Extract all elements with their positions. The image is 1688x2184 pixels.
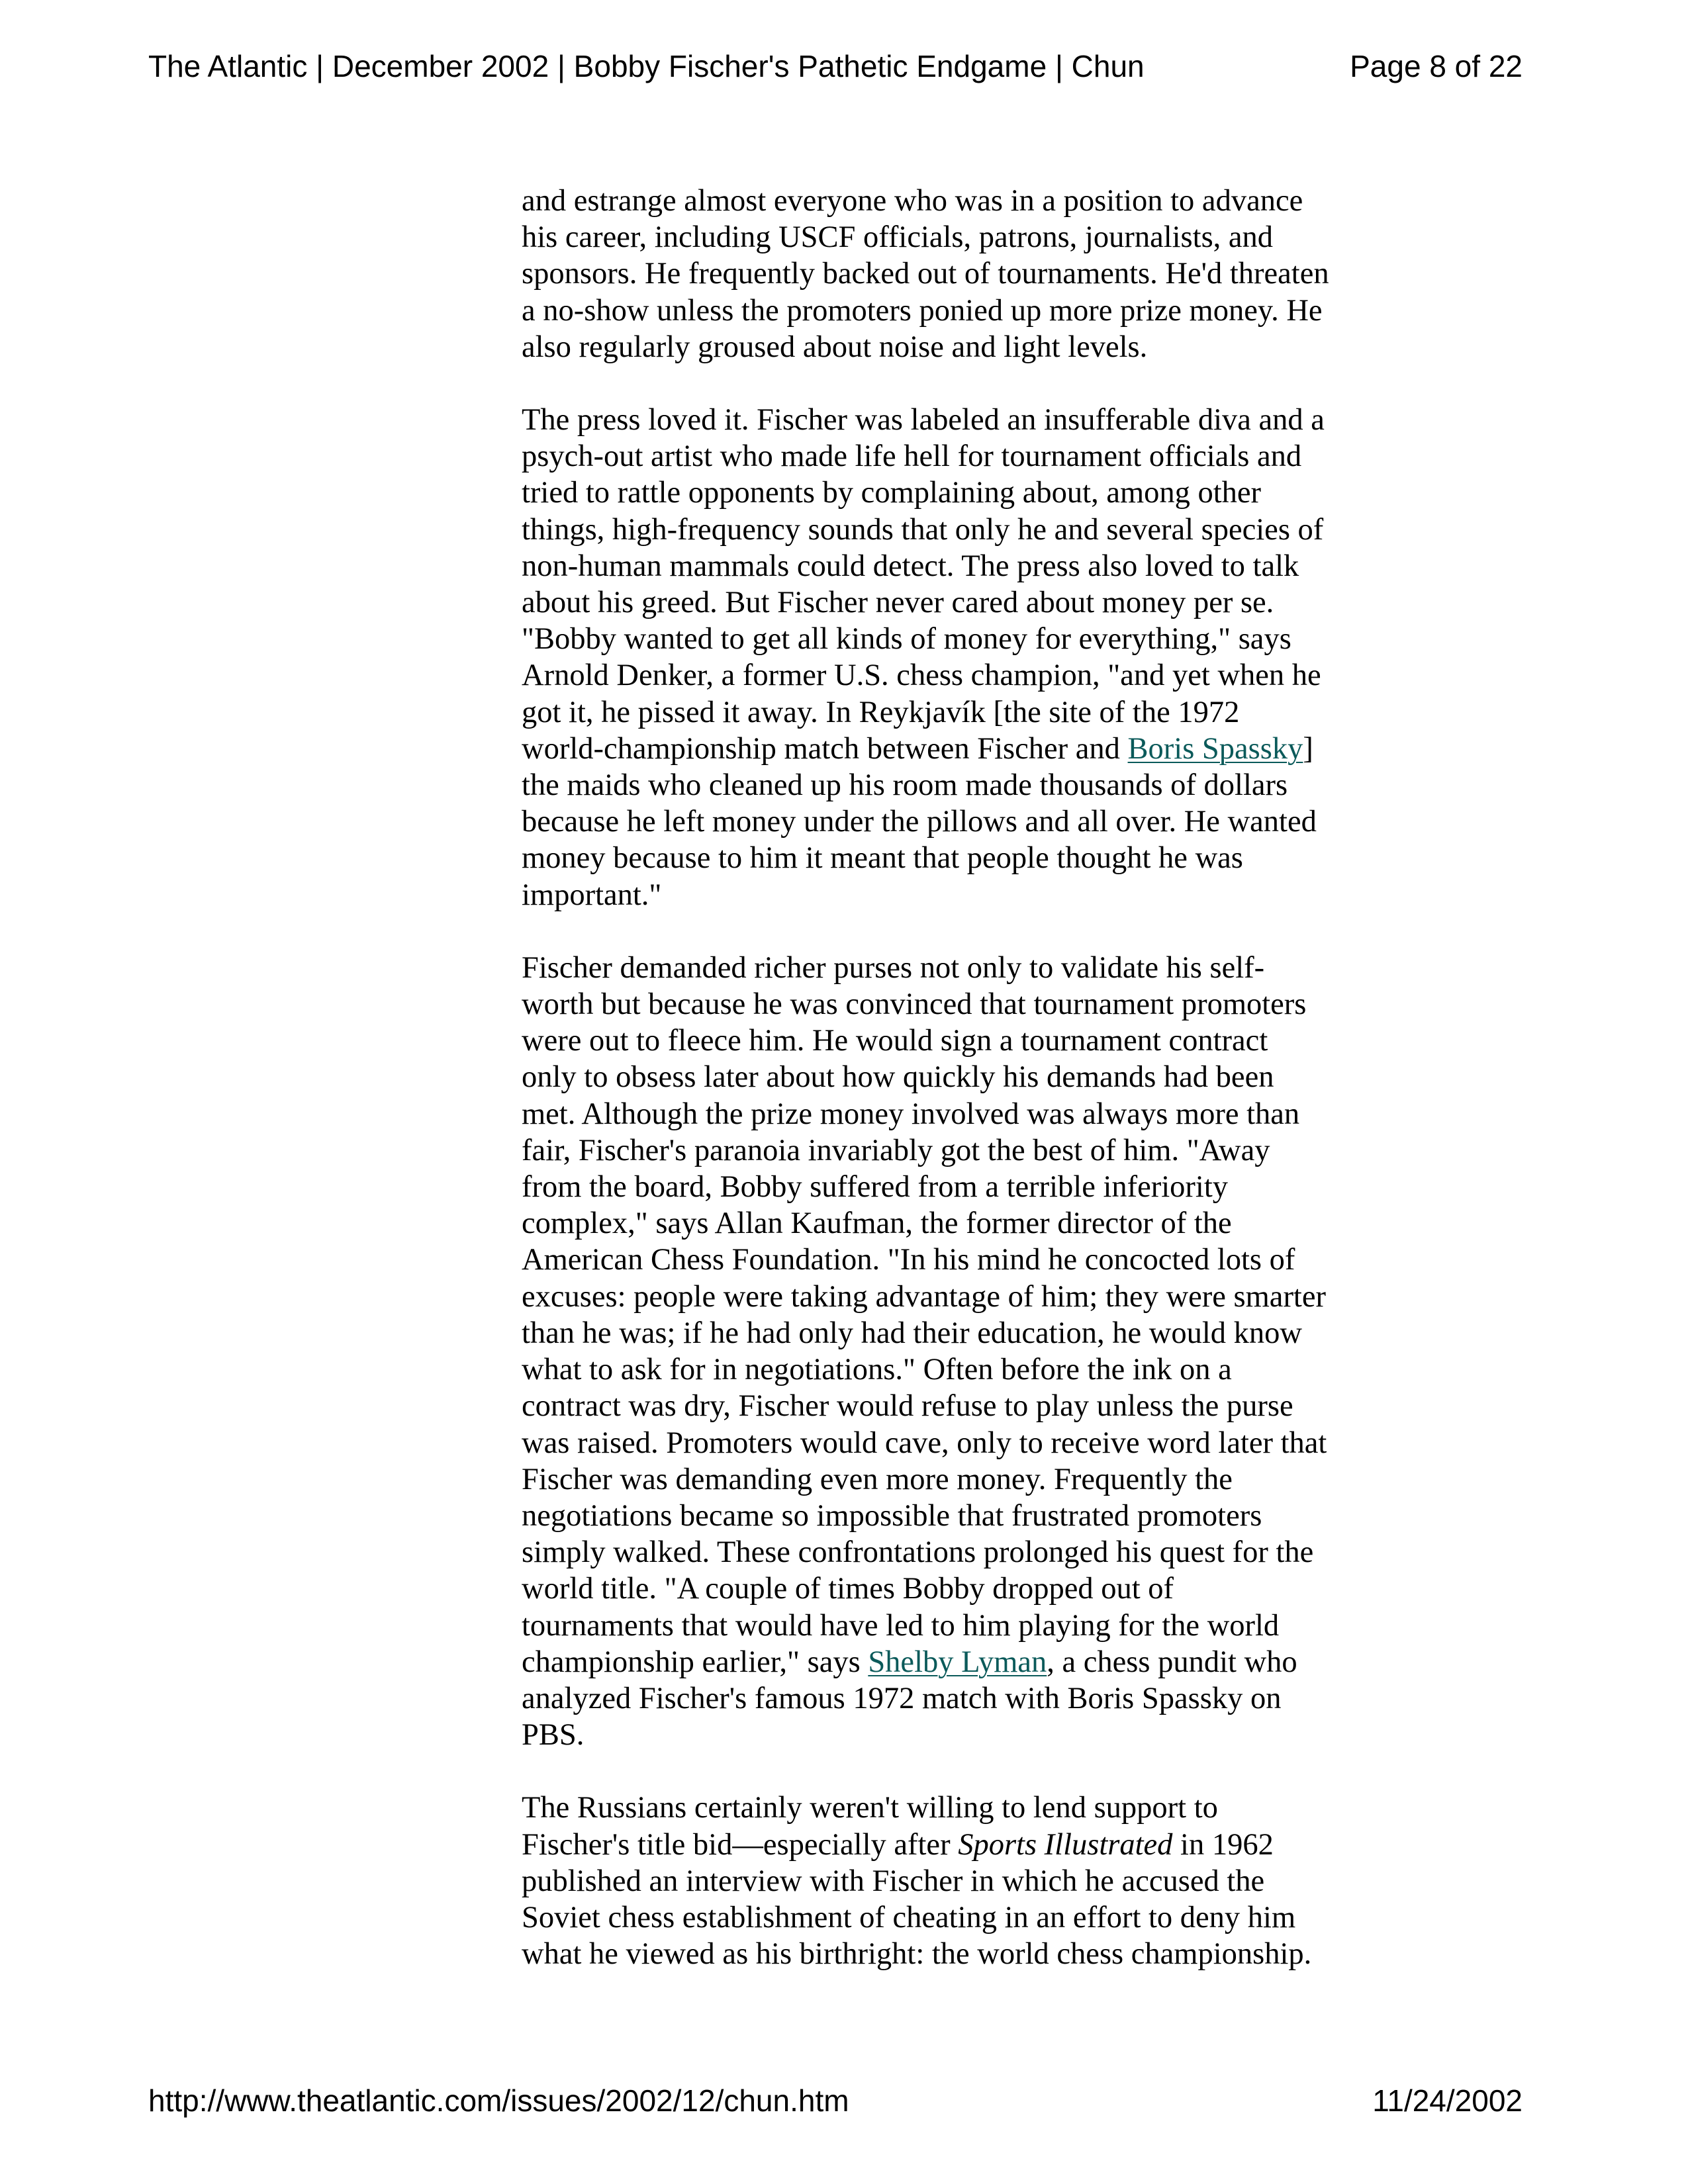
paragraph-1 <box>522 183 1409 365</box>
paragraph-2 <box>522 402 1409 913</box>
boris-spassky-link[interactable]: Boris Spassky <box>1127 731 1303 766</box>
paragraph-4 <box>522 1790 1409 1972</box>
footer-date: 11/24/2002 <box>1372 2083 1523 2118</box>
sports-illustrated-title: Sports Illustrated <box>958 1827 1173 1862</box>
paragraph-1-text: and estrange almost everyone who was in a position to advance his career, including USCF officials, patrons, journalists, and sponsors. He frequently backed out of tournaments. He'd threaten a no-show unless the promoters ponied up more prize money. He also regularly groused about noise and light levels. <box>522 184 1329 364</box>
paragraph-4-text-a: The Russians certainly weren't willing to lend support to Fischer's title bid—especially after <box>522 1791 1218 1862</box>
page-number: Page 8 of 22 <box>1350 49 1523 83</box>
paragraph-3-text-b: , a chess pundit who analyzed Fischer's famous 1972 match with Boris Spassky on PBS. <box>522 1645 1297 1752</box>
article-body <box>522 183 1409 1972</box>
paragraph-2-text-a: The press loved it. Fischer was labeled an insufferable diva and a psych-out artist who made life hell for tournament officials and tried to rattle opponents by complaining about, among other things, high-frequency sounds that only he and several species of non-human mammals could detect. The press also loved to talk about his greed. But Fischer never cared about money per se. "Bobby wanted to get all kinds of money for everything," says Arnold Denker, a former U.S. chess champion, "and yet when he got it, he pissed it away. In Reykjavík [the site of the 1972 world-championship match between Fischer and <box>522 403 1325 766</box>
paragraph-3 <box>522 950 1409 1753</box>
paragraph-2-text-b: ] the maids who cleaned up his room made thousands of dollars because he left money under the pillows and all over. He wanted money because to him it meant that people thought he was important." <box>522 731 1317 912</box>
header-title: The Atlantic | December 2002 | Bobby Fischer's Pathetic Endgame | Chun <box>148 49 1145 83</box>
footer-url: http://www.theatlantic.com/issues/2002/12/chun.htm <box>148 2083 849 2118</box>
paragraph-3-text-a: Fischer demanded richer purses not only to validate his self- worth but because he was convinced that tournament promoters were out to fleece him. He would sign a tournament contract only to obsess later about how quickly his demands had been met. Although the prize money involved was always more than fair, Fischer's paranoia invariably got the best of him. "Away from the board, Bobby suffered from a terrible inferiority complex," says Allan Kaufman, the former director of the American Chess Foundation. "In his mind he concocted lots of excuses: people were taking advantage of him; they were smarter than he was; if he had only had their education, he would know what to ask for in negotiations." Often before the ink on a contract was dry, Fischer would refuse to play unless the purse was raised. Promoters would cave, only to receive word later that Fischer was demanding even more money. Frequently the negotiations became so impossible that frustrated promoters simply walked. These confrontations prolonged his quest for the world title. "A couple of times Bobby dropped out of tournaments that would have led to him playing for the world championship earlier," says <box>522 950 1327 1679</box>
paragraph-4-text-b: in 1962 published an interview with Fischer in which he accused the Soviet chess establishment of cheating in an effort to deny him what he viewed as his birthright: the world chess championship. <box>522 1827 1312 1972</box>
shelby-lyman-link[interactable]: Shelby Lyman <box>868 1645 1047 1679</box>
